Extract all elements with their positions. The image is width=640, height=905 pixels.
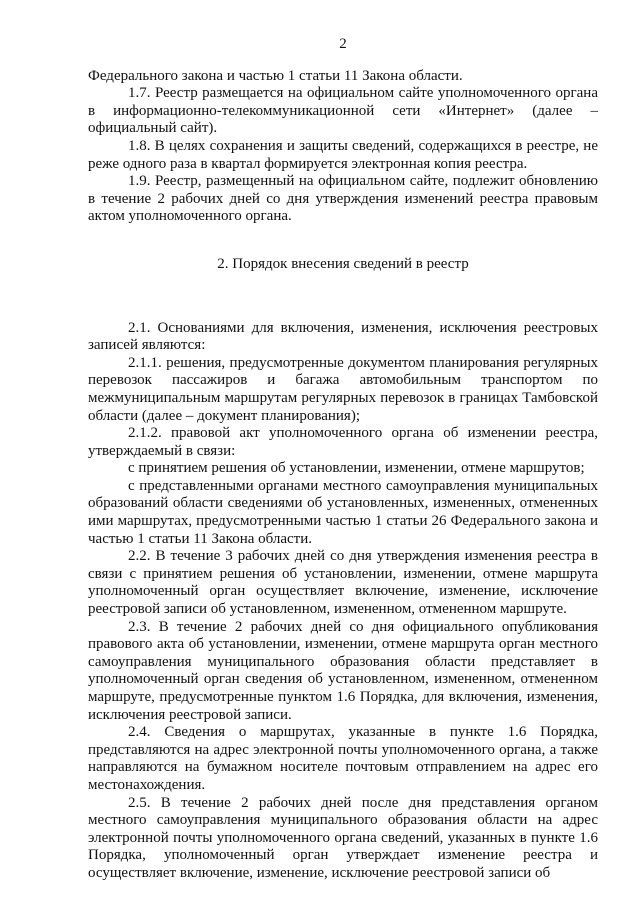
paragraph-2-1-2: 2.1.2. правовой акт уполномоченного органа об изменении реестра, утверждаемый в связи:: [88, 425, 598, 459]
section-paragraphs: [88, 320, 598, 883]
paragraph-2-1: 2.1. Основаниями для включения, изменения, исключения реестровых записей являются:: [88, 319, 598, 354]
document-page: [88, 36, 598, 883]
paragraph-1-9: 1.9. Реестр, размещенный на официальном сайте, подлежит обновлению в течение 2 рабочих дней со дня утверждения изменений реестра правовым актом уполномоченного органа.: [88, 173, 598, 225]
paragraph-item-2: с представленными органами местного самоуправления муниципальных образований области сведениями об установленных, измененных, отмененных ими маршрутах, предусмотренными частью 1 статьи 26 Федерального закона и частью 1 статьи 11 Закона области.: [88, 477, 598, 547]
paragraph-2-4: 2.4. Сведения о маршрутах, указанные в пункте 1.6 Порядка, представляются на адрес электронной почты уполномоченного органа, а также направляются на бумажном носителе почтовым отправлением на адрес его местонахождения.: [88, 724, 598, 793]
page-number: 2: [339, 36, 347, 52]
paragraph-2-1-1: 2.1.1. решения, предусмотренные документом планирования регулярных перевозок пассажиров и багажа автомобильным транспортом по межмуниципальным маршрутам регулярных перевозок в границах Тамбовской области (далее – документ планирования);: [88, 354, 598, 424]
top-paragraphs: [88, 68, 598, 226]
paragraph-2-3: 2.3. В течение 2 рабочих дней со дня официального опубликования правового акта об установлении, изменении, отмене маршрута орган местного самоуправления муниципального образования области представляет в уполномоченный орган сведения об установленном, измененном, отмененном маршруте, предусмотренные пунктом 1.6 Порядка, для включения, изменения, исключения реестровой записи.: [88, 618, 598, 723]
paragraph-1-7: 1.7. Реестр размещается на официальном сайте уполномоченного органа в информационно-телекоммуникационной сети «Интернет» (далее – официальный сайт).: [88, 85, 598, 137]
paragraph-1-8: 1.8. В целях сохранения и защиты сведений, содержащихся в реестре, не реже одного раза в квартал формируется электронная копия реестра.: [88, 137, 598, 172]
paragraph-2-2: 2.2. В течение 3 рабочих дней со дня утверждения изменения реестра в связи с принятием решения об установлении, изменении, отмене маршрута уполномоченный орган осуществляет включение, изменение, исключение реестровой записи об установленном, измененном, отмененном маршруте.: [88, 548, 598, 618]
paragraph-item-1: с принятием решения об установлении, изменении, отмене маршрутов;: [128, 460, 585, 477]
paragraph-continuation: Федерального закона и частью 1 статьи 11 Закона области.: [88, 67, 463, 84]
paragraph-2-5: 2.5. В течение 2 рабочих дней после дня представления органом местного самоуправления муниципального образования области на адрес электронной почты уполномоченного органа сведений, указанных в пункте 1.6 Порядка, уполномоченный орган утверждает изменение реестра и осуществляет включение, изменение, исключение реестровой записи об: [88, 794, 598, 881]
section-heading: 2. Порядок внесения сведений в реестр: [217, 255, 469, 272]
